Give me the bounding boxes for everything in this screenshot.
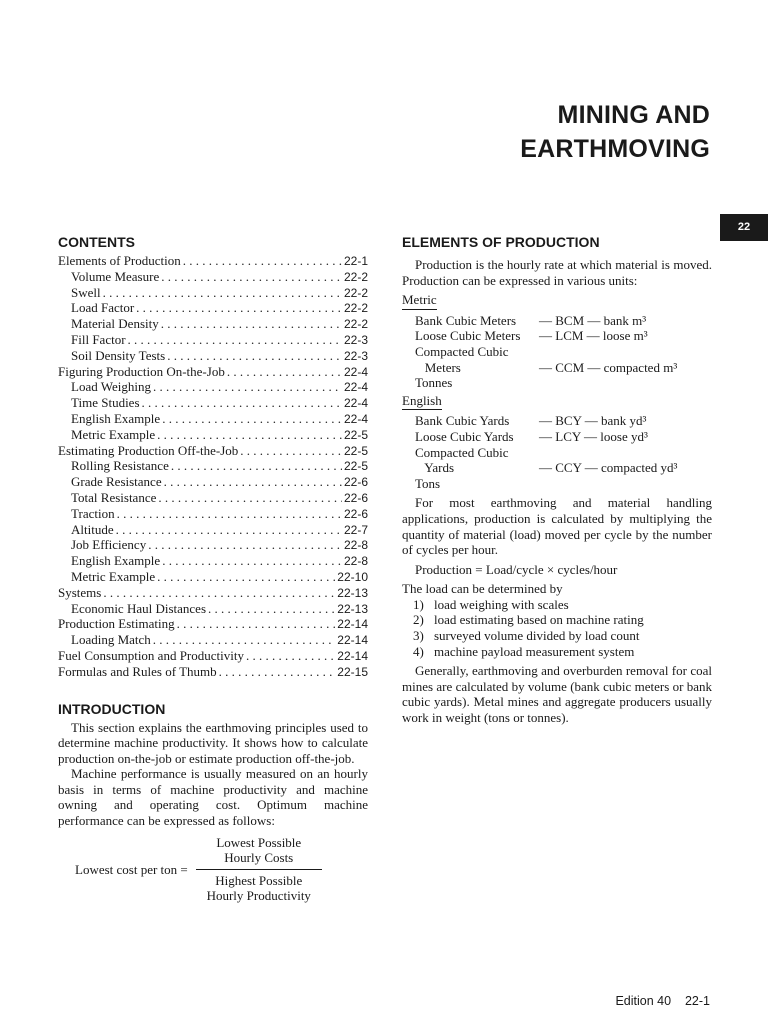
english-units-list <box>402 413 712 491</box>
toc-leader-dots <box>103 285 342 301</box>
list-number: 2) <box>413 612 424 628</box>
unit-name: Bank Cubic Meters <box>415 312 517 328</box>
page-number: 22-1 <box>684 994 710 1008</box>
unit-abbreviation: — BCY — bank yd³ <box>539 413 647 429</box>
toc-leader-dots <box>167 348 342 364</box>
toc-entry <box>58 569 368 585</box>
load-methods-list <box>402 597 712 659</box>
unit-name: Yards <box>415 460 455 476</box>
toc-entry <box>58 253 368 269</box>
toc-page-number: 22-5 <box>343 443 368 458</box>
page-footer <box>615 994 710 1008</box>
cost-formula <box>58 835 368 904</box>
unit-row <box>402 375 712 391</box>
toc-leader-dots <box>148 537 342 553</box>
toc-label: Elements of Production <box>58 253 181 268</box>
left-column <box>58 233 368 904</box>
toc-page-number: 22-2 <box>343 269 368 284</box>
toc-label: Rolling Resistance <box>71 458 169 474</box>
toc-label: Load Factor <box>71 300 135 316</box>
formula-denominator <box>207 870 311 904</box>
unit-name: Compacted Cubic <box>415 444 509 460</box>
toc-leader-dots <box>177 616 336 632</box>
toc-leader-dots <box>116 522 342 538</box>
toc-page-number: 22-13 <box>337 601 368 616</box>
unit-name: Compacted Cubic <box>415 343 509 359</box>
toc-entry <box>58 269 368 285</box>
toc-page-number: 22-8 <box>343 554 368 569</box>
toc-leader-dots <box>227 364 342 380</box>
right-column <box>402 233 712 726</box>
list-number: 3) <box>413 628 424 644</box>
toc-page-number: 22-6 <box>343 490 368 505</box>
toc-entry <box>58 490 368 506</box>
load-intro: The load can be determined by <box>402 581 563 597</box>
list-number: 1) <box>413 596 424 612</box>
toc-entry <box>58 443 368 459</box>
title-line-2: EARTHMOVING <box>520 135 710 163</box>
toc-page-number: 22-2 <box>343 301 368 316</box>
toc-label: Production Estimating <box>58 616 175 632</box>
introduction-heading: INTRODUCTION <box>58 700 166 717</box>
unit-name: Tonnes <box>415 375 453 391</box>
toc-entry <box>58 601 368 617</box>
toc-label: Volume Measure <box>71 268 160 284</box>
list-text: machine payload measurement system <box>434 643 635 659</box>
toc-entry <box>58 553 368 569</box>
toc-entry <box>58 506 368 522</box>
unit-row <box>402 328 712 344</box>
toc-label: Material Density <box>71 316 159 332</box>
toc-entry <box>58 395 368 411</box>
unit-row <box>402 429 712 445</box>
unit-abbreviation: — CCY — compacted yd³ <box>539 460 678 476</box>
metric-units-list <box>402 313 712 391</box>
toc-entry <box>58 285 368 301</box>
toc-leader-dots <box>136 300 342 316</box>
toc-page-number: 22-4 <box>343 411 368 426</box>
toc-page-number: 22-15 <box>337 664 368 679</box>
toc-label: Fill Factor <box>71 331 126 347</box>
unit-abbreviation: — BCM — bank m³ <box>539 312 647 328</box>
toc-entry <box>58 300 368 316</box>
list-number: 4) <box>413 643 424 659</box>
formula-fraction <box>196 835 322 904</box>
toc-leader-dots <box>208 601 335 617</box>
toc-entry <box>58 522 368 538</box>
unit-row <box>402 460 712 476</box>
toc-label: Metric Example <box>71 426 156 442</box>
toc-page-number: 22-4 <box>343 396 368 411</box>
unit-name: Tons <box>415 475 441 491</box>
toc-leader-dots <box>183 253 342 269</box>
toc-leader-dots <box>240 443 342 459</box>
toc-entry <box>58 537 368 553</box>
toc-label: Load Weighing <box>71 379 151 395</box>
toc-leader-dots <box>162 553 342 569</box>
elements-paragraph-1: Production is the hourly rate at which material is moved. Production can be expressed in various units: <box>402 257 712 288</box>
toc-label: Estimating Production Off-the-Job <box>58 442 239 458</box>
toc-label: Time Studies <box>71 395 140 411</box>
toc-label: Fuel Consumption and Productivity <box>58 647 244 663</box>
toc-label: Grade Resistance <box>71 474 162 490</box>
toc-label: Soil Density Tests <box>71 347 166 363</box>
unit-row <box>402 360 712 376</box>
toc-entry <box>58 458 368 474</box>
elements-paragraph-2: For most earthmoving and material handling applications, production is calculated by multiplying the quantity of material (load) moved per cycle by the number of cycles per hour. <box>402 495 712 558</box>
unit-row <box>402 313 712 329</box>
toc-leader-dots <box>161 316 342 332</box>
toc-leader-dots <box>219 664 336 680</box>
toc-label: English Example <box>71 553 161 569</box>
list-item <box>402 628 712 644</box>
toc-entry <box>58 664 368 680</box>
chapter-tab: 22 <box>720 214 768 241</box>
unit-row <box>402 476 712 492</box>
toc-label: English Example <box>71 410 161 426</box>
toc-entry <box>58 316 368 332</box>
toc-leader-dots <box>153 632 336 648</box>
toc-entry <box>58 427 368 443</box>
toc-page-number: 22-13 <box>337 585 368 600</box>
toc-leader-dots <box>161 269 342 285</box>
metric-label: Metric <box>402 292 437 310</box>
toc-leader-dots <box>171 458 342 474</box>
unit-name: Meters <box>415 359 461 375</box>
toc-page-number: 22-3 <box>343 348 368 363</box>
toc-page-number: 22-10 <box>337 569 368 584</box>
toc-page-number: 22-4 <box>343 364 368 379</box>
toc-page-number: 22-14 <box>337 633 368 648</box>
toc-label: Figuring Production On-the-Job <box>58 363 225 379</box>
production-formula: Production = Load/cycle × cycles/hour <box>415 561 618 577</box>
unit-abbreviation: — LCM — loose m³ <box>539 328 648 344</box>
unit-row <box>402 445 712 461</box>
toc-leader-dots <box>164 474 342 490</box>
toc-label: Job Efficiency <box>71 537 147 553</box>
toc-page-number: 22-6 <box>343 506 368 521</box>
numerator-line-1: Lowest Possible <box>216 834 302 850</box>
toc-page-number: 22-2 <box>343 317 368 332</box>
toc-leader-dots <box>142 395 342 411</box>
toc-entry <box>58 585 368 601</box>
toc-entry <box>58 348 368 364</box>
toc-page-number: 22-7 <box>343 522 368 537</box>
unit-name: Loose Cubic Meters <box>415 328 521 344</box>
title-line-1: MINING AND <box>557 101 710 129</box>
unit-row <box>402 413 712 429</box>
list-item <box>402 612 712 628</box>
toc-page-number: 22-4 <box>343 380 368 395</box>
toc-page-number: 22-1 <box>343 254 368 268</box>
toc-page-number: 22-8 <box>343 538 368 553</box>
intro-paragraph-2: Machine performance is usually measured on an hourly basis in terms of machine productivity and machine owning and operating cost. Optimum machine performance can be expressed as follows: <box>58 766 368 829</box>
english-label: English <box>402 393 442 411</box>
toc-label: Formulas and Rules of Thumb <box>58 663 217 679</box>
toc-page-number: 22-5 <box>343 459 368 474</box>
toc-label: Metric Example <box>71 568 156 584</box>
page-title <box>520 98 710 166</box>
intro-paragraph-1: This section explains the earthmoving principles used to determine machine productivity. It shows how to calculate production on-the-job or estimate production off-the-job. <box>58 719 368 766</box>
edition-label: Edition 40 <box>615 994 672 1008</box>
toc-label: Total Resistance <box>71 489 157 505</box>
toc-entry <box>58 632 368 648</box>
table-of-contents <box>58 253 368 680</box>
toc-leader-dots <box>158 490 342 506</box>
toc-label: Traction <box>71 505 115 521</box>
unit-name: Loose Cubic Yards <box>415 428 514 444</box>
toc-page-number: 22-14 <box>337 617 368 632</box>
toc-page-number: 22-5 <box>343 427 368 442</box>
toc-label: Swell <box>71 284 101 300</box>
list-text: load estimating based on machine rating <box>434 612 644 628</box>
toc-entry <box>58 364 368 380</box>
elements-paragraph-3: Generally, earthmoving and overburden removal for coal mines are calculated by volume (bank cubic meters or bank cubic yards). Metal mines and aggregate producers usually work in weight (tons or tonnes). <box>402 663 712 726</box>
toc-leader-dots <box>153 379 342 395</box>
toc-leader-dots <box>157 569 335 585</box>
toc-label: Altitude <box>71 521 114 537</box>
toc-leader-dots <box>157 427 342 443</box>
toc-leader-dots <box>128 332 342 348</box>
unit-name: Bank Cubic Yards <box>415 413 510 429</box>
list-text: surveyed volume divided by load count <box>434 628 640 644</box>
toc-page-number: 22-2 <box>343 285 368 300</box>
toc-label: Systems <box>58 584 102 600</box>
toc-entry <box>58 616 368 632</box>
elements-heading: ELEMENTS OF PRODUCTION <box>402 234 600 250</box>
list-item <box>402 644 712 660</box>
toc-entry <box>58 474 368 490</box>
denominator-line-1: Highest Possible <box>215 872 303 888</box>
toc-leader-dots <box>162 411 342 427</box>
toc-label: Economic Haul Distances <box>71 600 207 616</box>
toc-page-number: 22-14 <box>337 648 368 663</box>
toc-leader-dots <box>117 506 342 522</box>
formula-lhs: Lowest cost per ton = <box>75 861 188 877</box>
toc-entry <box>58 411 368 427</box>
contents-heading: CONTENTS <box>58 234 135 250</box>
unit-abbreviation: — CCM — compacted m³ <box>539 359 678 375</box>
toc-entry <box>58 379 368 395</box>
list-item <box>402 597 712 613</box>
toc-leader-dots <box>103 585 335 601</box>
list-text: load weighing with scales <box>434 596 569 612</box>
unit-abbreviation: — LCY — loose yd³ <box>539 428 648 444</box>
toc-leader-dots <box>246 648 335 664</box>
toc-page-number: 22-3 <box>343 332 368 347</box>
unit-row <box>402 344 712 360</box>
toc-label: Loading Match <box>71 632 151 648</box>
toc-entry <box>58 332 368 348</box>
toc-entry <box>58 648 368 664</box>
numerator-line-2: Hourly Costs <box>224 850 294 866</box>
denominator-line-2: Hourly Productivity <box>206 888 311 904</box>
toc-page-number: 22-6 <box>343 475 368 490</box>
formula-numerator <box>216 835 301 869</box>
